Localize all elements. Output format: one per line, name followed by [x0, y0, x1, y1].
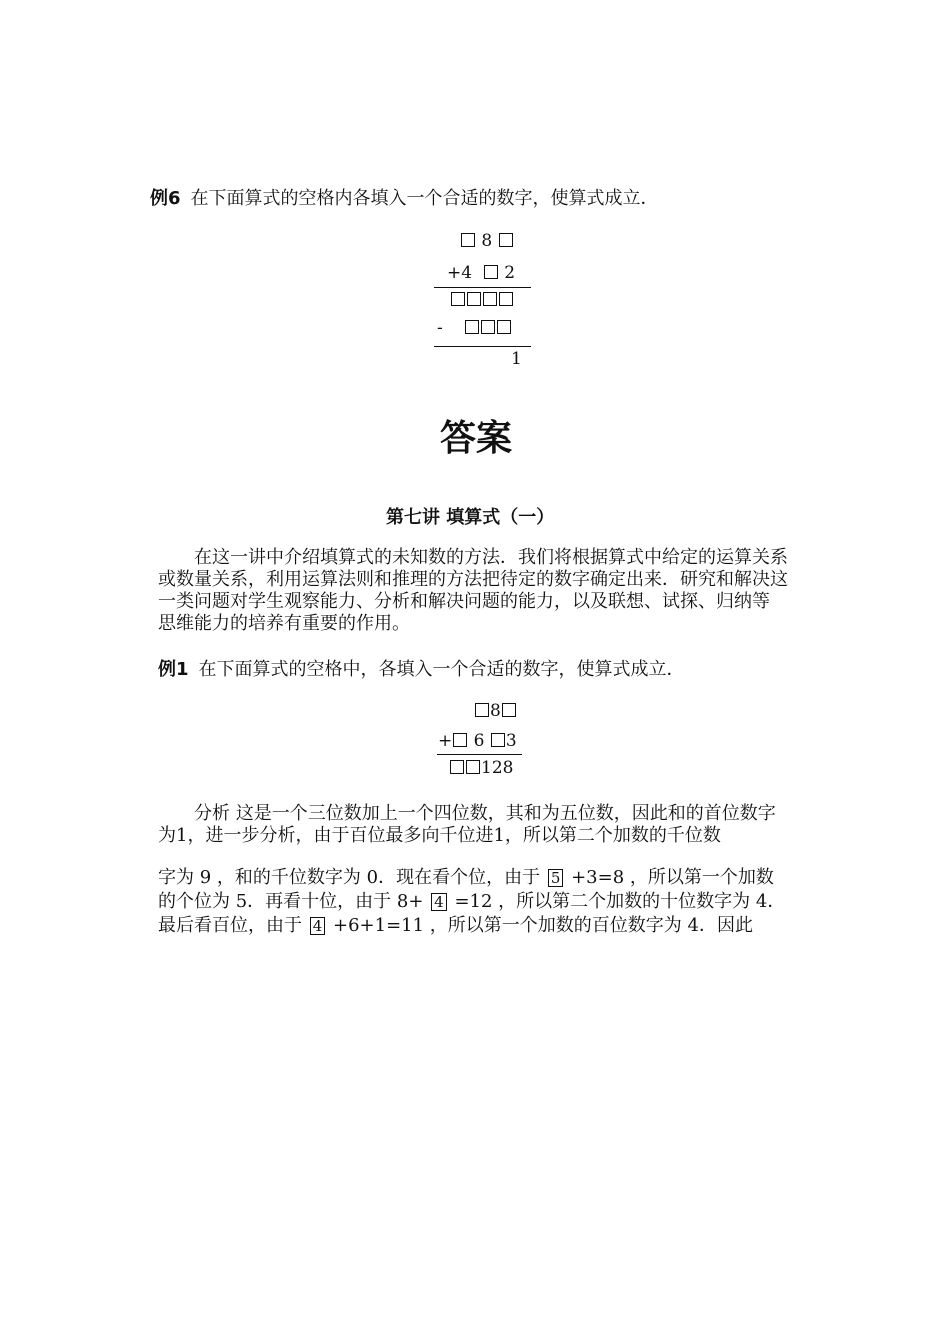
calc6-result: 1 [511, 349, 522, 369]
intro-line: 在这一讲中介绍填算式的未知数的方法．我们将根据算式中给定的运算关系 [194, 547, 788, 568]
sum-rule [434, 287, 531, 288]
digits: 128 [481, 758, 514, 778]
text-part: =12 ，所以第二个加数的十位数字为 4． [454, 891, 786, 912]
blank-box [453, 733, 467, 747]
example1-heading [158, 655, 685, 681]
text-part: 的个位为 5．再看十位，由于 8+ [158, 891, 424, 912]
intro-line: 一类问题对学生观察能力、分析和解决问题的能力，以及联想、试探、归纳等 [158, 591, 770, 612]
calc6-line4 [437, 318, 512, 338]
blank-box [497, 320, 511, 334]
example6-heading [150, 184, 659, 210]
blank-box [499, 292, 513, 306]
difference-rule [434, 346, 531, 347]
calc1-line1 [474, 701, 517, 721]
operator-digit: +4 [447, 263, 473, 283]
example6-text: 在下面算式的空格内各填入一个合适的数字，使算式成立． [190, 188, 659, 209]
analysis-line [158, 915, 753, 937]
text-part: 最后看百位，由于 [158, 915, 302, 936]
boxed-digit: 4 [431, 893, 447, 911]
analysis-line [158, 867, 774, 889]
blank-box [502, 703, 516, 717]
digit: 6 [473, 731, 485, 751]
intro-line: 或数量关系，利用运算法则和推理的方法把待定的数字确定出来．研究和解决这 [158, 569, 788, 590]
digit: 2 [504, 263, 516, 283]
minus-sign: - [437, 318, 443, 338]
blank-box [466, 760, 480, 774]
digit: 8 [481, 231, 493, 251]
calc1-line2 [438, 731, 517, 751]
blank-box [451, 292, 465, 306]
digit: 8 [490, 701, 501, 721]
calc6-line2 [447, 263, 515, 283]
blank-box [467, 292, 481, 306]
blank-box [481, 320, 495, 334]
blank-box [461, 233, 475, 247]
blank-box [483, 292, 497, 306]
example1-text: 在下面算式的空格中，各填入一个合适的数字，使算式成立． [198, 659, 685, 680]
calc1-line3 [449, 758, 513, 778]
blank-box [484, 265, 498, 279]
text-part: +6+1=11 ，所以第一个加数的百位数字为 4．因此 [333, 915, 753, 936]
blank-box [499, 233, 513, 247]
analysis-line: 分析 这是一个三位数加上一个四位数，其和为五位数，因此和的首位数字 [194, 803, 776, 824]
lecture-title: 第七讲 填算式（一） [386, 507, 555, 528]
sum-rule [437, 754, 522, 755]
digit: 3 [505, 731, 517, 751]
example1-label: 例1 [158, 659, 189, 680]
blank-box [465, 320, 479, 334]
calc6-line3 [450, 290, 514, 310]
analysis-line [158, 891, 785, 913]
plus-sign: + [438, 731, 453, 751]
blank-box [450, 760, 464, 774]
boxed-digit: 5 [548, 869, 564, 887]
blank-box [475, 703, 489, 717]
blank-box [491, 733, 505, 747]
text-part: +3=8 ，所以第一个加数 [571, 867, 774, 888]
example6-label: 例6 [150, 188, 181, 209]
calc6-line1 [460, 231, 514, 251]
text-part: 字为 9 ，和的千位数字为 0．现在看个位，由于 [158, 867, 541, 888]
answer-heading: 答案 [440, 418, 513, 459]
analysis-line: 为1，进一步分析，由于百位最多向千位进1，所以第二个加数的千位数 [158, 825, 721, 846]
intro-line: 思维能力的培养有重要的作用。 [158, 613, 410, 634]
boxed-digit: 4 [310, 917, 326, 935]
